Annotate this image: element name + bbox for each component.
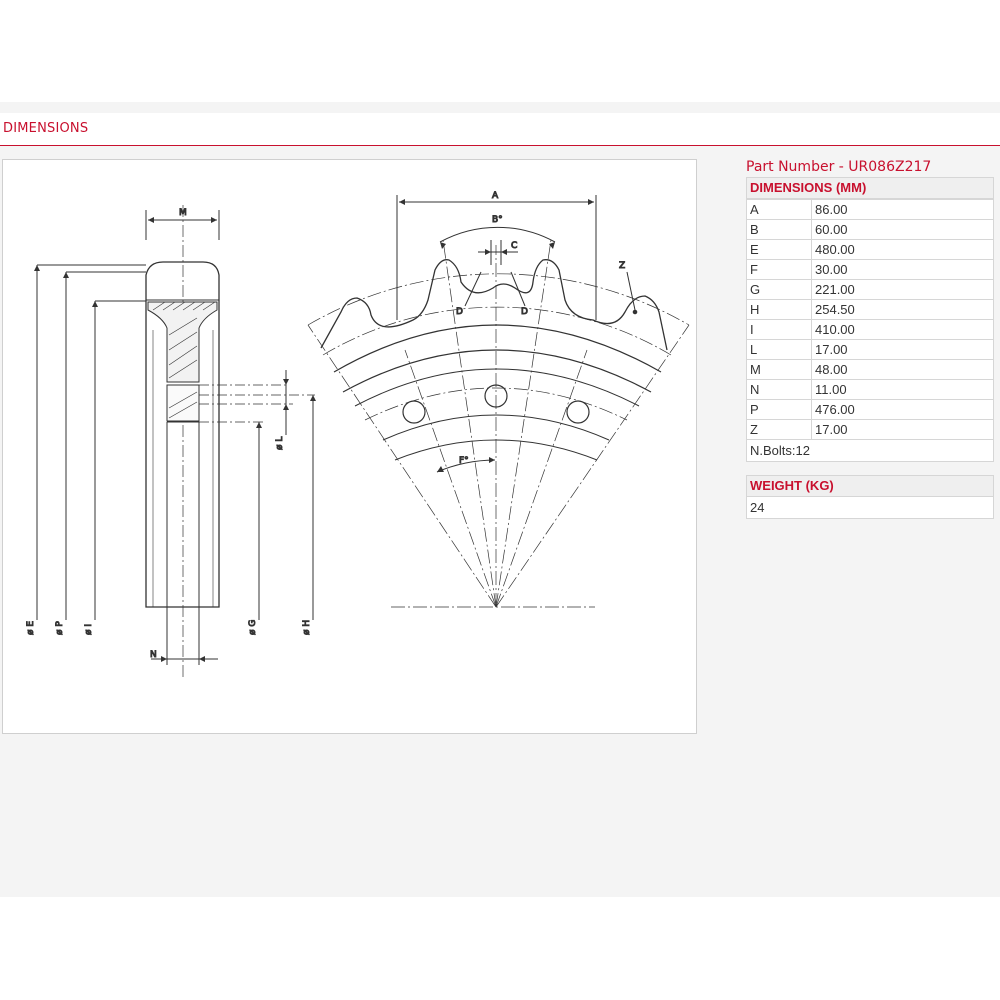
label-z: Z [619,261,626,271]
dim-key: I [747,320,812,340]
dim-value: 254.50 [812,300,994,320]
technical-drawing [2,159,697,734]
label-n: N [150,650,157,660]
label-b: B° [492,215,503,225]
dim-value: 480.00 [812,240,994,260]
front-view [308,191,689,607]
label-h: ø H [302,619,312,635]
dim-value: 30.00 [812,260,994,280]
dim-key: H [747,300,812,320]
label-c: C [511,241,518,251]
dim-key: F [747,260,812,280]
label-d-left: D [456,307,463,317]
label-d-right: D [521,307,528,317]
label-e: ø E [26,620,36,635]
dim-key: N [747,380,812,400]
dimensions-table [746,199,994,440]
dimensions-heading: DIMENSIONS (MM) [746,177,994,199]
weight-section [746,475,994,519]
table-row [747,260,994,280]
section-title: DIMENSIONS [3,121,89,136]
dim-key: P [747,400,812,420]
label-m: M [179,208,187,218]
label-p: ø P [55,621,65,635]
table-row [747,220,994,240]
table-row [747,420,994,440]
weight-heading: WEIGHT (KG) [746,475,994,497]
table-row [747,240,994,260]
weight-value: 24 [746,497,994,519]
dim-key: Z [747,420,812,440]
table-row [747,340,994,360]
dim-key: L [747,340,812,360]
label-g: ø G [248,619,258,635]
label-l: ø L [275,436,285,450]
table-row [747,300,994,320]
dim-value: 221.00 [812,280,994,300]
label-a: A [492,191,499,201]
dim-value: 17.00 [812,420,994,440]
dim-key: B [747,220,812,240]
dim-value: 410.00 [812,320,994,340]
dim-value: 476.00 [812,400,994,420]
table-row [747,200,994,220]
dim-key: E [747,240,812,260]
label-i: ø I [84,623,94,635]
table-row [747,400,994,420]
table-row [747,320,994,340]
dim-key: M [747,360,812,380]
dim-key: G [747,280,812,300]
label-f: F° [459,456,469,466]
dim-value: 11.00 [812,380,994,400]
dim-value: 48.00 [812,360,994,380]
side-view [26,205,316,680]
table-row [747,380,994,400]
dim-value: 86.00 [812,200,994,220]
dim-value: 60.00 [812,220,994,240]
dim-value: 17.00 [812,340,994,360]
table-row [747,360,994,380]
table-row [747,280,994,300]
dim-key: A [747,200,812,220]
spec-sidebar [746,158,994,519]
section-header [0,113,1000,146]
bolts-count: N.Bolts:12 [746,440,994,462]
part-number: Part Number - UR086Z217 [746,159,932,175]
